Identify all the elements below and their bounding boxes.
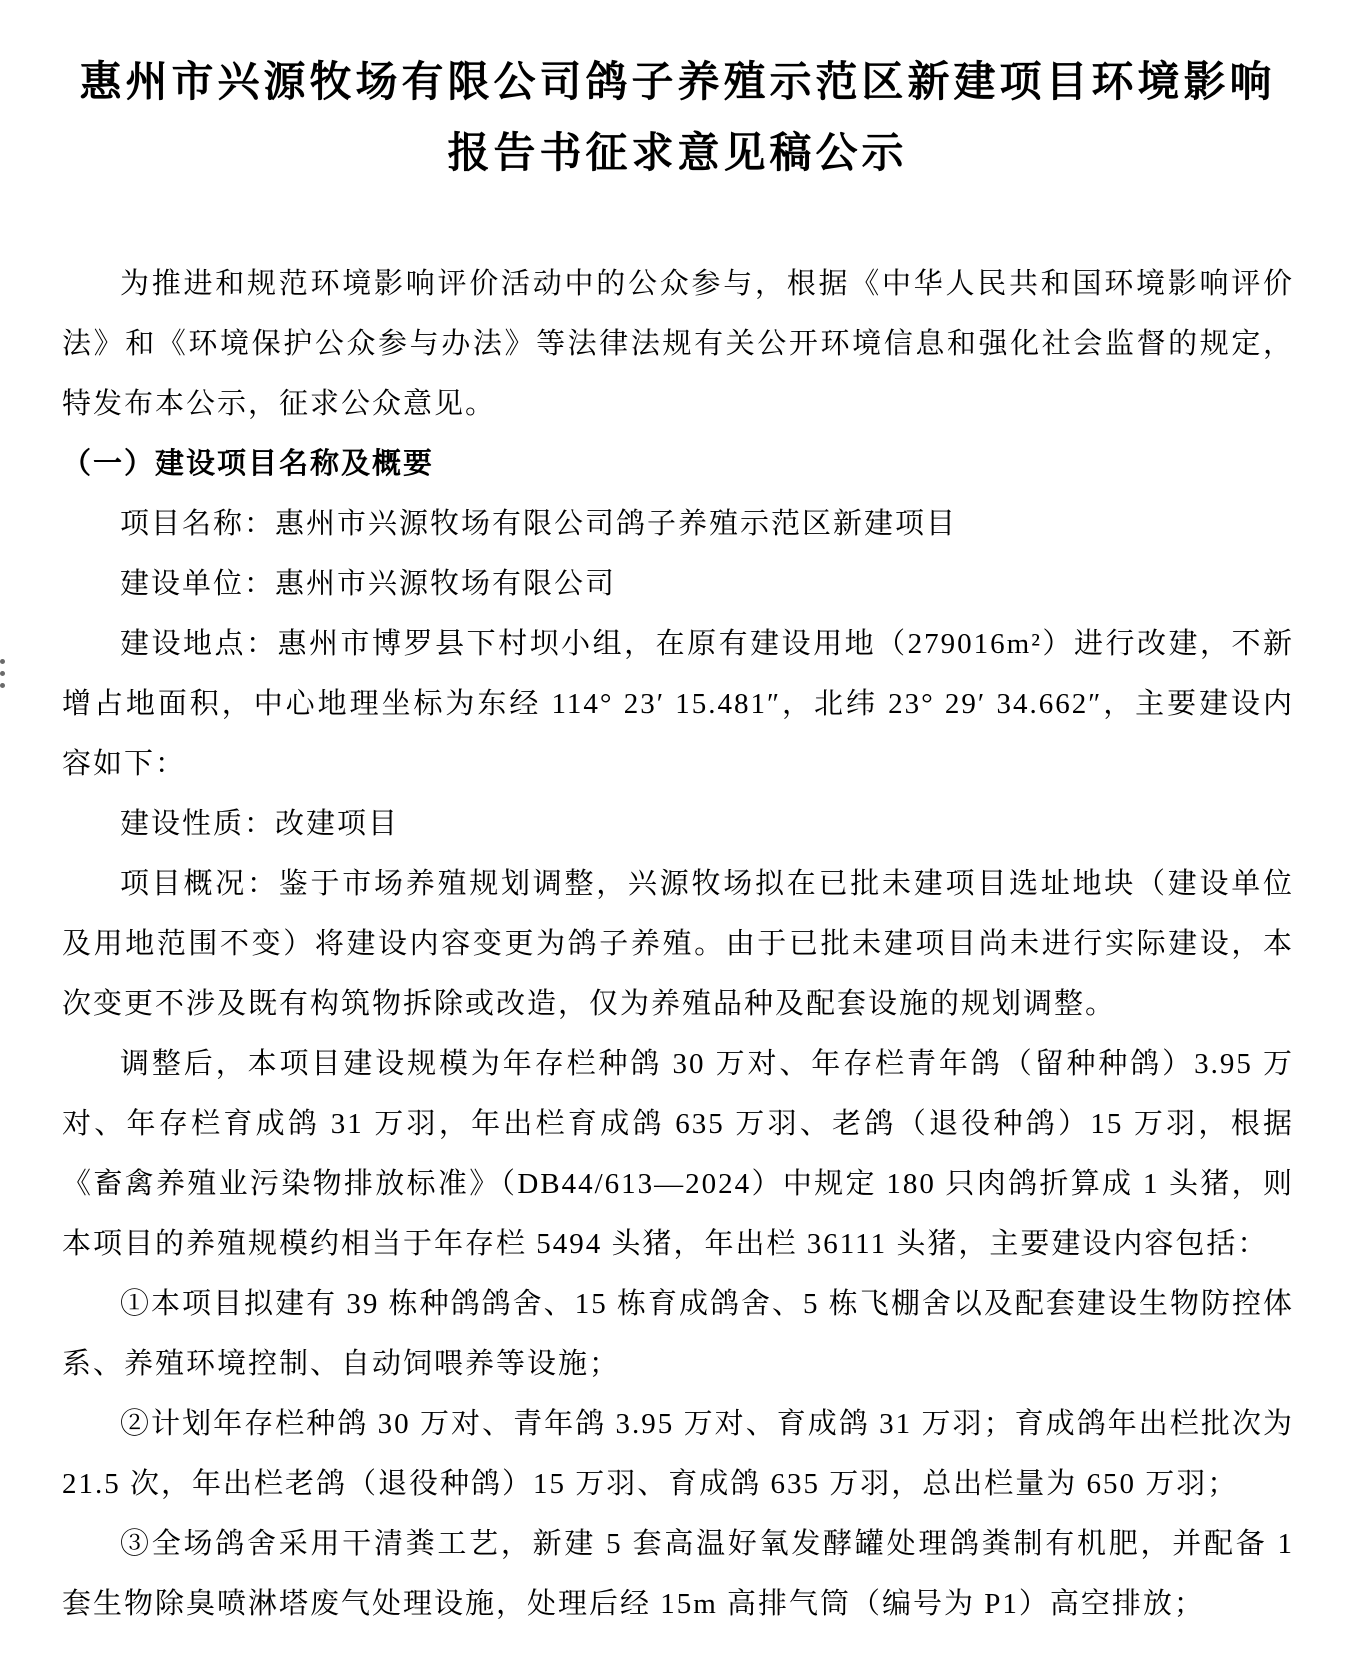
paragraph-project-overview: 项目概况：鉴于市场养殖规划调整，兴源牧场拟在已批未建项目选址地块（建设单位及用地范围不变）将建设内容变更为鸽子养殖。由于已批未建项目尚未进行实际建设，本次变更不涉及既有构筑物拆除或改造，仅为养殖品种及配套设施的规划调整。 [62,868,1294,1020]
document-body [62,254,1294,1634]
handle-dot [0,659,5,664]
handle-dot [0,683,5,688]
paragraph-construction-site: 建设地点：惠州市博罗县下村坝小组，在原有建设用地（279016m²）进行改建，不新增占地面积，中心地理坐标为东经 114° 23′ 15.481″，北纬 23° 29′ 34.662″，主要建设内容如下： [62,628,1294,780]
title-line-1: 惠州市兴源牧场有限公司鸽子养殖示范区新建项目环境影响 [79,58,1276,105]
document-title [62,46,1293,188]
handle-dot [0,671,5,676]
paragraph-construction-unit: 建设单位：惠州市兴源牧场有限公司 [120,568,617,600]
paragraph-item-3: ③全场鸽舍采用干清粪工艺，新建 5 套高温好氧发酵罐处理鸽粪制有机肥，并配备 1 套生物除臭喷淋塔废气处理设施，处理后经 15m 高排气筒（编号为 P1）高空排放； [62,1528,1294,1620]
paragraph-item-1: ①本项目拟建有 39 栋种鸽鸽舍、15 栋育成鸽舍、5 栋飞棚舍以及配套建设生物防控体系、养殖环境控制、自动饲喂养等设施； [62,1288,1294,1380]
paragraph-item-2: ②计划年存栏种鸽 30 万对、青年鸽 3.95 万对、育成鸽 31 万羽；育成鸽年出栏批次为 21.5 次，年出栏老鸽（退役种鸽）15 万羽、育成鸽 635 万羽，总出栏量为 650 万羽； [62,1408,1294,1500]
paragraph-adjusted-scale: 调整后，本项目建设规模为年存栏种鸽 30 万对、年存栏青年鸽（留种种鸽）3.95 万对、年存栏育成鸽 31 万羽，年出栏育成鸽 635 万羽、老鸽（退役种鸽）15 万羽，根据《畜禽养殖业污染物排放标准》（DB44/613—2024）中规定 180 只肉鸽折算成 1 头猪，则本项目的养殖规模约相当于年存栏 5494 头猪，年出栏 36111 头猪，主要建设内容包括： [62,1048,1294,1260]
paragraph-intro: 为推进和规范环境影响评价活动中的公众参与，根据《中华人民共和国环境影响评价法》和《环境保护公众参与办法》等法律法规有关公开环境信息和强化社会监督的规定，特发布本公示，征求公众意见。 [62,268,1294,420]
vertical-dots-icon[interactable] [0,659,10,688]
paragraph-project-name: 项目名称：惠州市兴源牧场有限公司鸽子养殖示范区新建项目 [120,508,958,540]
section-heading-project-overview: （一）建设项目名称及概要 [62,448,435,480]
paragraph-construction-nature: 建设性质：改建项目 [120,808,400,840]
title-line-2: 报告书征求意见稿公示 [447,129,908,176]
